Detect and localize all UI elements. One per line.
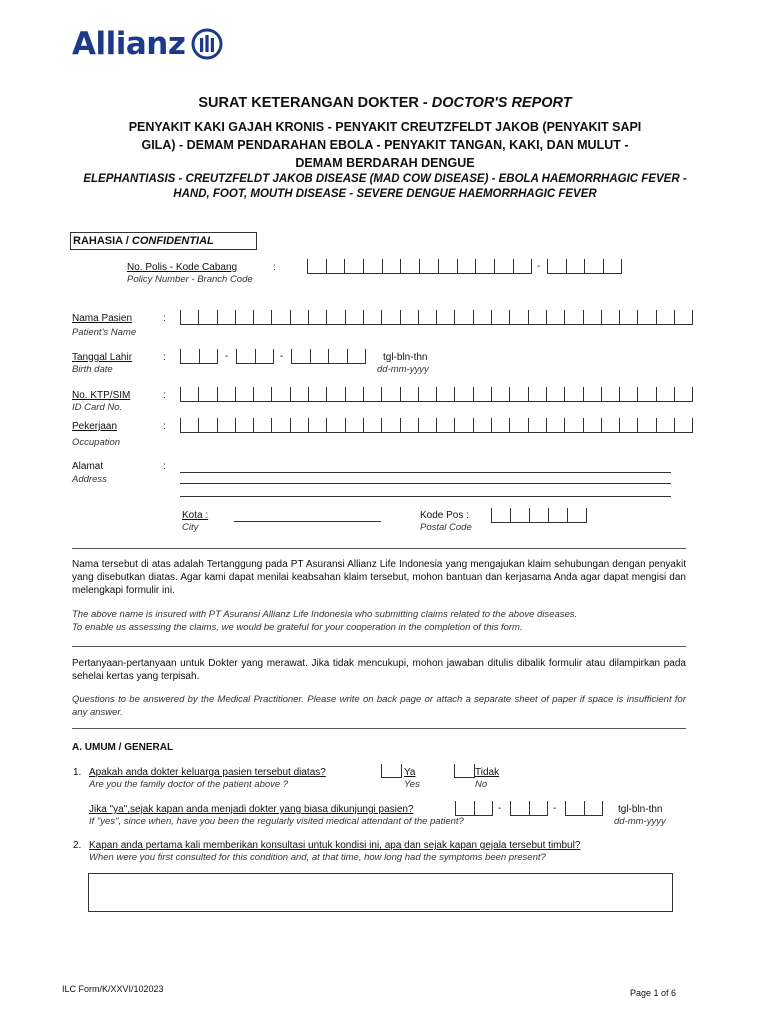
address-sub: Address [72,474,107,485]
id-card-sub: ID Card No. [72,402,123,413]
birth-dash-2: - [280,351,284,362]
policy-colon: : [273,262,276,273]
section-a-title: A. UMUM / GENERAL [72,742,174,753]
q1b-month-input[interactable] [510,801,548,815]
policy-sub: Policy Number - Branch Code [127,274,253,285]
q2-answer-box[interactable] [88,873,673,912]
q1b-dash-1: - [498,803,502,814]
q1b-text-id: Jika "ya",sejak kapan anda menjadi dokter yang biasa dikunjungi pasien? [89,804,414,815]
address-line-3[interactable] [180,496,671,497]
form-code: ILC Form/K/XXVI/102023 [62,984,164,994]
q1b-text-en: If "yes", since when, have you been the regularly visited medical attendant of the patient? [89,816,464,827]
branch-code-input[interactable] [547,259,622,273]
id-card-label: No. KTP/SIM [72,390,131,401]
occupation-input[interactable] [180,418,693,432]
policy-number-input[interactable] [307,259,532,273]
birth-format-id: tgl-bln-thn [383,352,428,363]
address-label: Alamat [72,461,104,472]
allianz-eagle-icon [191,28,223,60]
disease-list-en [0,172,770,202]
confidential-en: CONFIDENTIAL [131,235,214,247]
q2-number: 2. [73,840,82,851]
report-title-id: SURAT KETERANGAN DOKTER - [198,95,432,111]
confidential-id: RAHASIA / [73,235,132,247]
birth-format-en: dd-mm-yyyy [377,364,429,375]
birth-date-label: Tanggal Lahir [72,352,133,363]
id-colon: : [163,390,166,401]
occupation-colon: : [163,421,166,432]
page-number: Page 1 of 6 [630,988,677,998]
logo-text: Allianz [72,26,186,62]
city-label: Kota : [182,510,209,521]
birth-dash-1: - [225,351,229,362]
q1-no-checkbox[interactable] [454,764,475,778]
allianz-logo [72,24,223,64]
patient-name-label: Nama Pasien [72,313,133,324]
disease-line-3: DEMAM BERDARAH DENGUE [295,156,475,170]
q1b-day-input[interactable] [455,801,493,815]
birth-date-sub: Birth date [72,364,113,375]
q2-text-en: When were you first consulted for this condition and, at that time, how long had the symptoms been present? [89,852,546,863]
q1b-format-id: tgl-bln-thn [618,804,663,815]
birth-colon: : [163,352,166,363]
q1-yes-sub: Yes [404,779,420,790]
q1-number: 1. [73,767,82,778]
questions-intro-id: Pertanyaan-pertanyaan untuk Dokter yang merawat. Jika tidak mencukupi, mohon jawaban ditulis dibalik formulir atau dilampirkan pada sehelai kertas yang terpisah. [72,658,686,682]
city-input[interactable] [234,521,381,522]
address-colon: : [163,461,166,472]
patient-name-sub: Patient's Name [72,327,137,338]
disease-list-id [0,118,770,172]
q1-yes-label: Ya [404,767,416,778]
birth-month-input[interactable] [236,349,274,363]
disease-line-1: PENYAKIT KAKI GAJAH KRONIS - PENYAKIT CREUTZFELDT JAKOB (PENYAKIT SAPI [128,120,642,134]
postal-code-input[interactable] [491,508,587,522]
id-card-input[interactable] [180,387,693,401]
q1-no-label: Tidak [475,767,500,778]
city-sub: City [182,522,199,533]
q1b-format-en: dd-mm-yyyy [614,816,666,827]
disease-line-2: GILA) - DEMAM PENDARAHAN EBOLA - PENYAKIT TANGAN, KAKI, DAN MULUT - [141,138,629,152]
section-divider-2 [72,646,686,647]
policy-dash: - [537,261,541,272]
intro-text-en-1: The above name is insured with PT Asuransi Allianz Life Indonesia who submitting claims related to the above diseases. [72,609,578,620]
postal-sub: Postal Code [420,522,472,533]
disease-en-line-1: ELEPHANTIASIS - CREUTZFELDT JAKOB DISEASE (MAD COW DISEASE) - EBOLA HAEMORRHAGIC FEVER - [83,173,687,185]
intro-text-id: Nama tersebut di atas adalah Tertanggung pada PT Asuransi Allianz Life Indonesia yang mengajukan klaim sehubungan dengan penyakit yang disebutkan diatas. Agar kami dapat menilai keabsahan klaim tersebut, mohon bantuan dan kerjasama Anda agar dapat mengisi dan melengkapi formulir ini. [72,559,686,596]
q1b-dash-2: - [553,803,557,814]
policy-label: No. Polis - Kode Cabang [127,262,238,273]
q1-text-en: Are you the family doctor of the patient above ? [89,779,289,790]
report-title [0,95,770,111]
questions-intro-en: Questions to be answered by the Medical Practitioner. Please write on back page or attach a separate sheet of paper if space is insufficient for any answer. [72,694,686,718]
birth-year-input[interactable] [291,349,366,363]
q1b-year-input[interactable] [565,801,603,815]
intro-text-en-2: To enable us assessing the claims, we would be grateful for your cooperation in the completion of this form. [72,622,523,633]
birth-day-input[interactable] [180,349,218,363]
confidential-label [70,232,257,250]
section-divider-3 [72,728,686,729]
q1-no-sub: No [475,779,488,790]
section-divider-1 [72,548,686,549]
disease-en-line-2: HAND, FOOT, MOUTH DISEASE - SEVERE DENGUE HAEMORRHAGIC FEVER [173,188,597,200]
address-line-1[interactable] [180,472,671,473]
patient-name-input[interactable] [180,310,693,324]
q2-text-id: Kapan anda pertama kali memberikan konsultasi untuk kondisi ini, apa dan sejak kapan gejala tersebut timbul? [89,840,581,851]
name-colon: : [163,313,166,324]
q1-text-id: Apakah anda dokter keluarga pasien tersebut diatas? [89,767,326,778]
occupation-label: Pekerjaan [72,421,118,432]
q1-yes-checkbox[interactable] [381,764,402,778]
report-title-en: DOCTOR'S REPORT [431,95,572,111]
address-line-2[interactable] [180,483,671,484]
occupation-sub: Occupation [72,437,121,448]
postal-label: Kode Pos : [420,510,469,521]
